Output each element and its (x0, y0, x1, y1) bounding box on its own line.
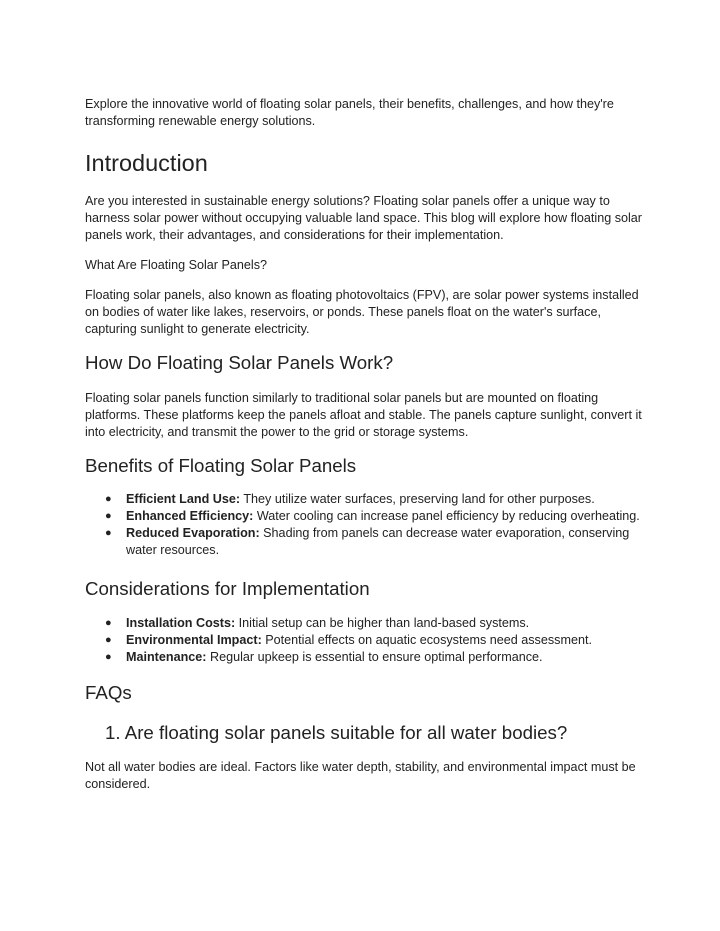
faq-question: 1. Are floating solar panels suitable for all water bodies? (105, 722, 568, 743)
definition-paragraph: Floating solar panels, also known as floating photovoltaics (FPV), are solar power systems installed on bodies of water like lakes, reservoirs, or ponds. These panels float on the water's surface, capturing sunlight to generate electricity. (85, 288, 639, 336)
item-text: Potential effects on aquatic ecosystems need assessment. (261, 633, 592, 647)
benefits-list (85, 491, 645, 559)
item-term: Environmental Impact: (126, 633, 262, 647)
bullet-icon: ● (105, 510, 112, 522)
bullet-icon: ● (105, 493, 112, 505)
item-text: Regular upkeep is essential to ensure optimal performance. (206, 650, 543, 664)
list-item (85, 491, 645, 508)
item-term: Reduced Evaporation: (126, 526, 260, 540)
item-term: Efficient Land Use: (126, 492, 241, 506)
faq-answer: Not all water bodies are ideal. Factors like water depth, stability, and environmental impact must be considered. (85, 760, 636, 791)
item-text: Initial setup can be higher than land-based systems. (235, 616, 530, 630)
faqs-heading: FAQs (85, 682, 132, 703)
what-are-subheading: What Are Floating Solar Panels? (85, 258, 268, 272)
how-it-works-heading: How Do Floating Solar Panels Work? (85, 352, 394, 373)
item-text: Shading from panels can decrease water evaporation, conserving water resources. (126, 526, 630, 557)
item-term: Enhanced Efficiency: (126, 509, 254, 523)
introduction-paragraph: Are you interested in sustainable energy solutions? Floating solar panels offer a unique way to harness solar power without occupying valuable land space. This blog will explore how floating solar panels work, their advantages, and considerations for their implementation. (85, 194, 643, 242)
item-term: Installation Costs: (126, 616, 236, 630)
list-item (85, 615, 645, 632)
list-item (85, 525, 645, 559)
considerations-list (85, 615, 645, 666)
item-text: Water cooling can increase panel efficiency by reducing overheating. (253, 509, 640, 523)
introduction-heading: Introduction (85, 150, 208, 176)
document-page (85, 96, 645, 793)
bullet-icon: ● (105, 527, 112, 539)
benefits-heading: Benefits of Floating Solar Panels (85, 455, 357, 476)
list-item (85, 632, 645, 649)
bullet-icon: ● (105, 651, 112, 663)
item-term: Maintenance: (126, 650, 207, 664)
how-it-works-paragraph: Floating solar panels function similarly to traditional solar panels but are mounted on floating platforms. These platforms keep the panels afloat and stable. The panels capture sunlight, convert it into electricity, and transmit the power to the grid or storage systems. (85, 391, 642, 439)
list-item (85, 649, 645, 666)
item-text: They utilize water surfaces, preserving land for other purposes. (240, 492, 595, 506)
bullet-icon: ● (105, 617, 112, 629)
bullet-icon: ● (105, 634, 112, 646)
intro-text: Explore the innovative world of floating solar panels, their benefits, challenges, and how they're transforming renewable energy solutions. (85, 97, 614, 128)
considerations-heading: Considerations for Implementation (85, 578, 370, 599)
list-item (85, 508, 645, 525)
